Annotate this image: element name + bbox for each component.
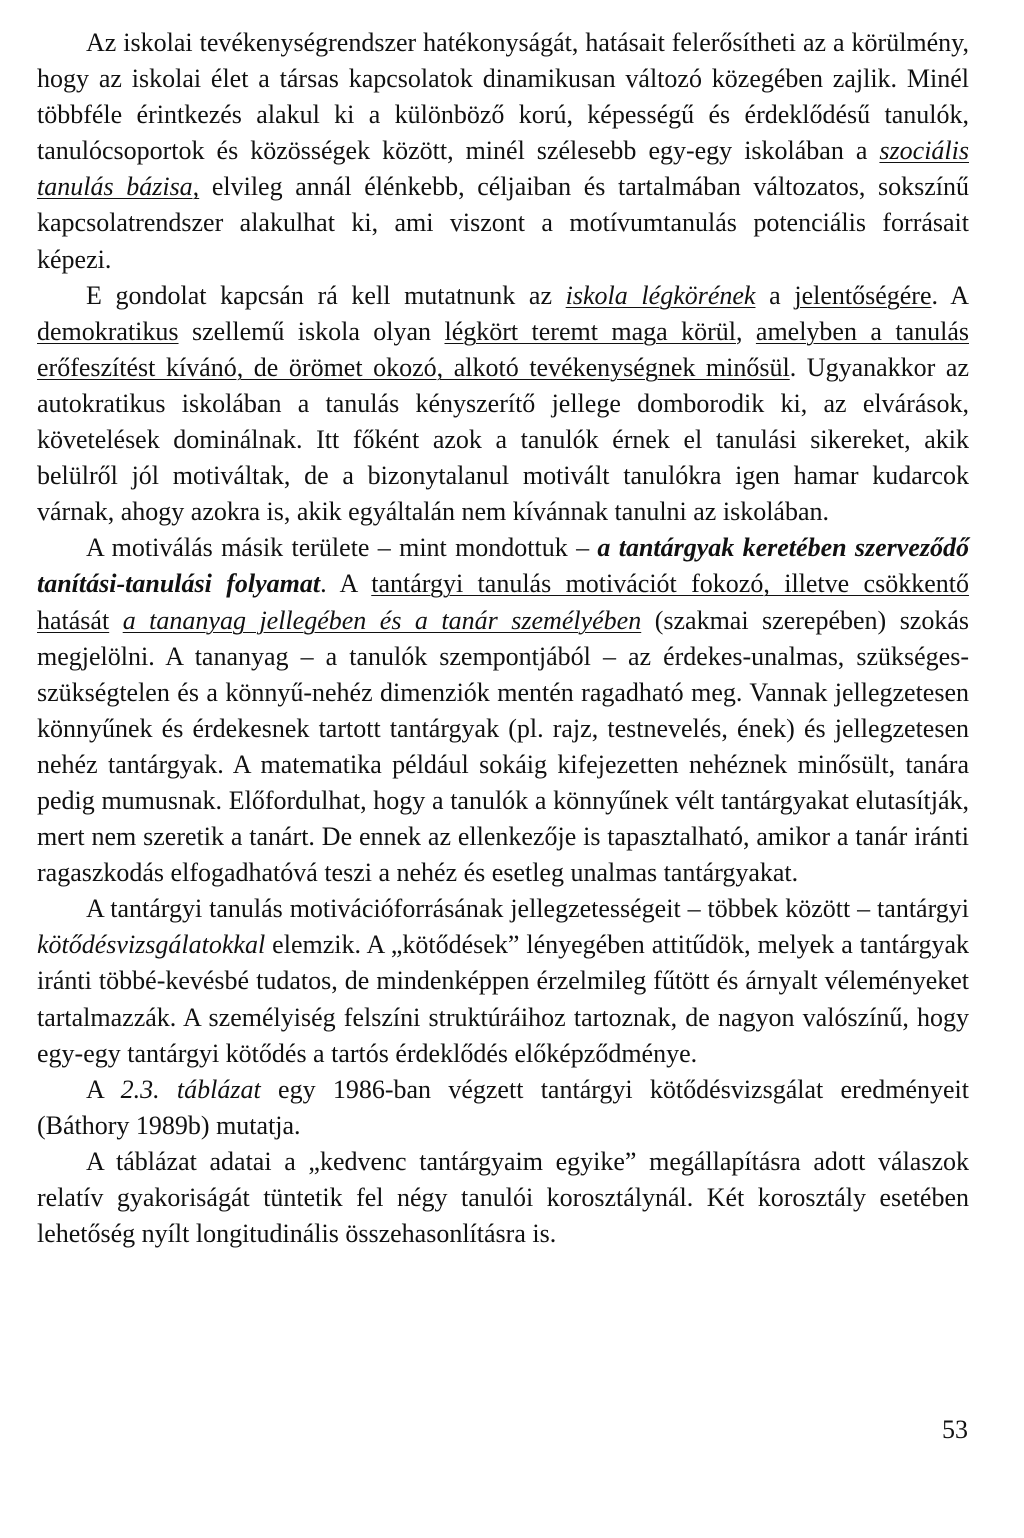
paragraph-subject-motivation (37, 530, 969, 891)
body-text (37, 25, 969, 1252)
emphasis-text: kötődésvizsgálatokkal (37, 930, 266, 960)
paragraph-social-learning (37, 25, 969, 278)
paragraph-table-reference (37, 1072, 969, 1144)
text-run: Az iskolai tevékenységrendszer hatékonyságát, hatásait felerősítheti az a körülmény, hogy az iskolai élet a társas kapcsolatok dinamikusan változó közegében zajlik. Minél többféle érintkezés alakul ki a különböző korú, képességű és érdeklődésű tanulók, tanulócsoportok és közösségek között, minél szélesebb egy-egy iskolában a (37, 28, 969, 166)
text-run: . A (931, 280, 969, 310)
text-run: egy 1986-ban végzett tantárgyi kötődésvizsgálat eredményeit (Báthory 1989b) mutatja. (37, 1074, 970, 1140)
emphasis-text: 2.3. táblázat (120, 1074, 261, 1104)
text-run: A táblázat adatai a „kedvenc tantárgyaim egyike” megállapításra adott válaszok relatív gyakoriságát tüntetik fel négy tanulói korosztálynál. Két korosztály esetében lehetőség nyílt longitudinális összehasonlításra is. (37, 1146, 969, 1249)
emphasis-text: jelentőségére (794, 280, 932, 310)
text-run: A (86, 1074, 121, 1104)
text-run: (szakmai szerepében) szokás megjelölni. A tananyag – a tanulók szempontjából – az érdekes-unalmas, szükséges-szükségtelen és a könnyű-nehéz dimenziók mentén ragadható meg. Vannak jellegzetesen könnyűnek és érdekesnek tartott tantárgyak (pl. rajz, testnevelés, ének) és jellegzetesen nehéz tantárgyak. A matematika például sokáig kifejezetten nehéznek minősült, tanára pedig mumusnak. Előfordulhat, hogy a tanulók a könnyűnek vélt tantárgyakat elutasítják, mert nem szeretik a tanárt. De ennek az ellenkezője is tapasztalható, amikor a tanár iránti ragaszkodás elfogadhatóvá teszi a nehéz és esetleg unalmas tantárgyakat. (37, 605, 970, 888)
paragraph-school-atmosphere (37, 278, 969, 531)
emphasis-text: a tananyag jellegében és a tanár személyében (122, 605, 642, 635)
text-run: A motiválás másik területe – mint mondottuk – (86, 533, 598, 563)
text-run: a (755, 280, 795, 310)
emphasis-text: amelyben a tanulás erőfeszítést kívánó, de örömet okozó, alkotó tevékenységnek minősül (37, 316, 969, 382)
text-run: . A (320, 569, 372, 599)
text-run: E gondolat kapcsán rá kell mutatnunk az (86, 280, 566, 310)
emphasis-text: iskola légkörének (565, 280, 756, 310)
text-run: . Ugyanakkor az autokratikus iskolában a tanulás kényszerítő jellege domborodik ki, az elvárások, követelések dominálnak. Itt főként azok a tanulók érnek el tanulási sikereket, akik belülről jól motiváltak, de a bizonytalanul motivált tanulókra igen hamar kudarcok várnak, ahogy azokra is, akik egyáltalán nem kívánnak tanulni az iskolában. (37, 352, 969, 527)
emphasis-text: a tantárgyak keretében szerveződő tanítási-tanulási folyamat (37, 533, 969, 599)
text-run: , (735, 316, 756, 346)
emphasis-text: tantárgyi tanulás motivációt fokozó, illetve csökkentő hatását (37, 569, 969, 635)
text-run: elemzik. A „kötődések” lényegében attitűdök, melyek a tantárgyak iránti többé-kevésbé tudatos, de mindenképpen érzelmileg fűtött és árnyalt véleményeket tartalmazzák. A személyiség felszíni struktúráihoz tartoznak, de nagyon valószínű, hogy egy-egy tantárgyi kötődés a tartós érdeklődés előképződménye. (37, 930, 969, 1068)
text-run: szellemű iskola olyan (178, 316, 445, 346)
emphasis-text: demokratikus (37, 316, 179, 346)
text-run: A tantárgyi tanulás motivációforrásának jellegzetességeit – többek között – tantárgyi (86, 894, 969, 924)
emphasis-text: légkört teremt maga körül (444, 316, 736, 346)
paragraph-table-description (37, 1144, 969, 1252)
page-number: 53 (942, 1415, 968, 1444)
text-run: elvileg annál élénkebb, céljaiban és tartalmában változatos, sokszínű kapcsolatrendszer alakulhat ki, ami viszont a motívumtanulás potenciális forrásait képezi. (37, 172, 969, 274)
text-run (109, 606, 123, 635)
emphasis-text: szociális tanulás bázisa, (37, 136, 969, 202)
paragraph-attachment-studies (37, 891, 969, 1071)
